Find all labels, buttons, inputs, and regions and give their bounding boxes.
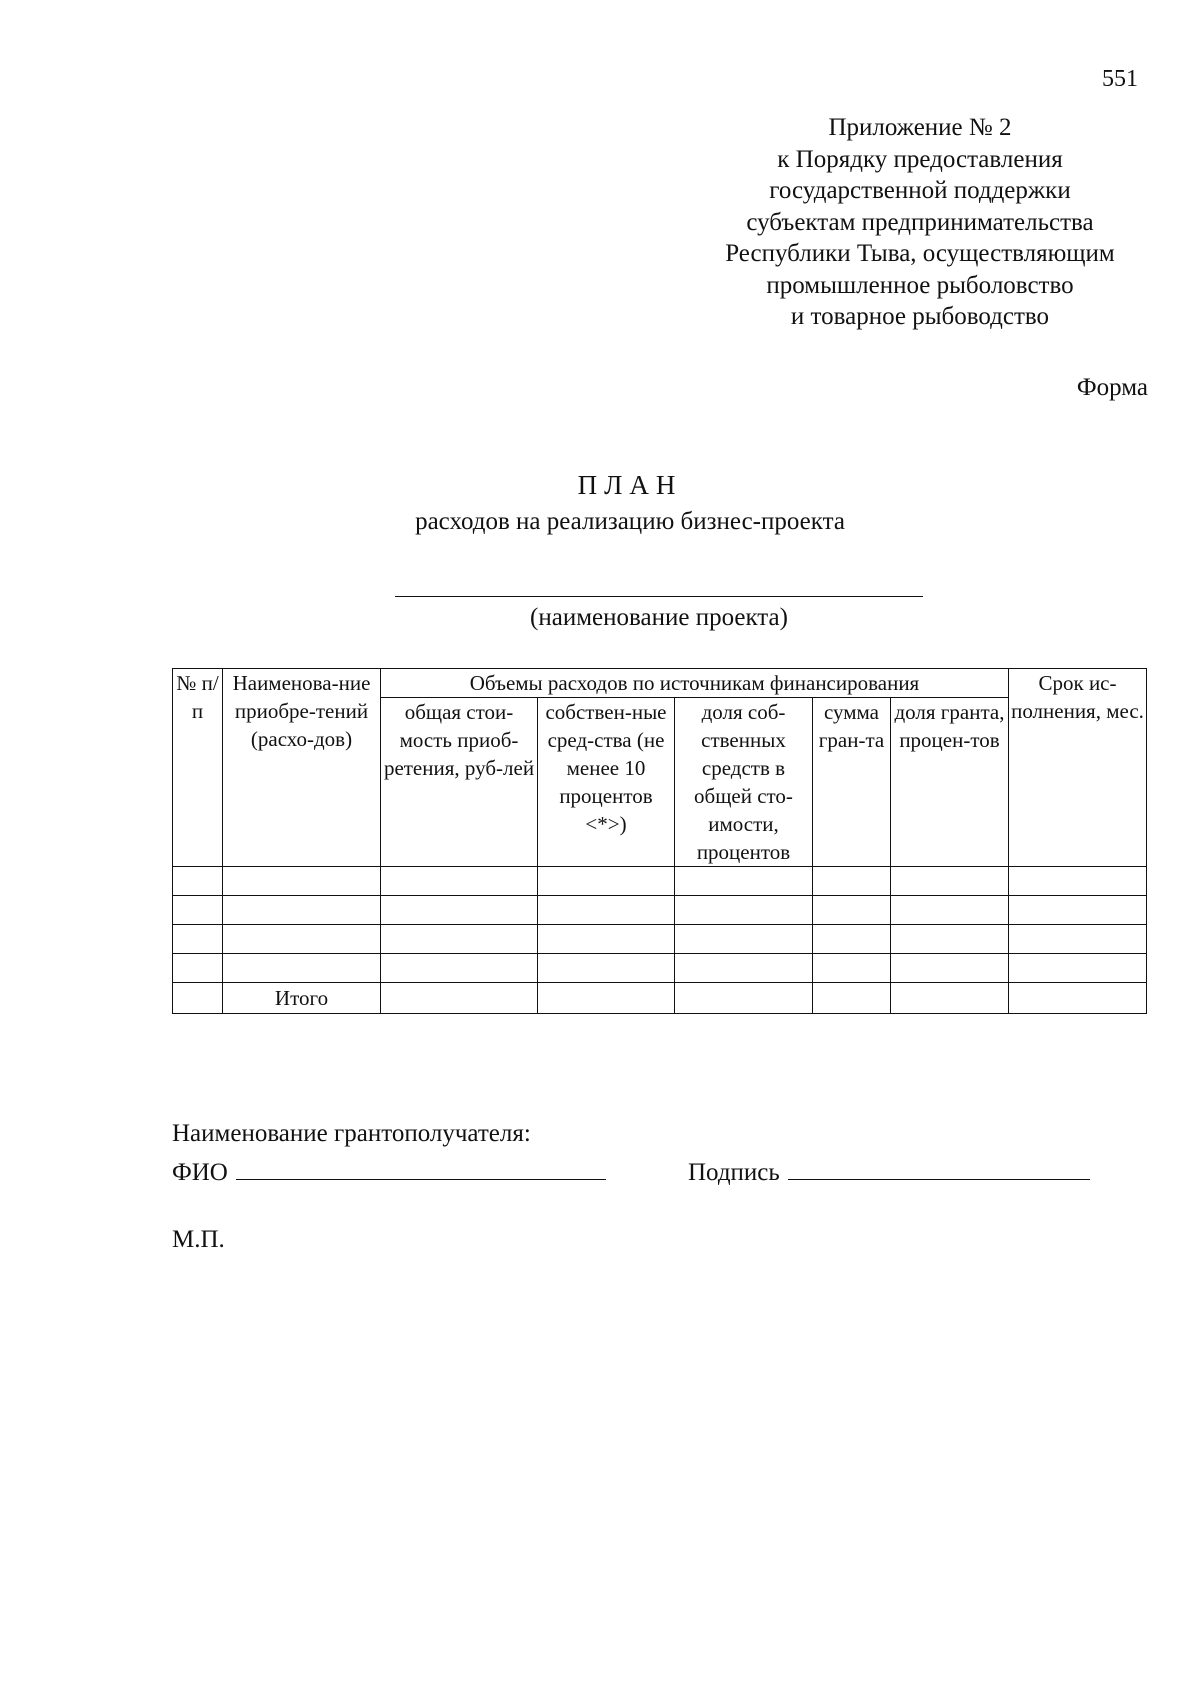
table-cell[interactable] (223, 954, 381, 983)
appendix-line: к Порядку предоставления (777, 145, 1063, 173)
table-cell[interactable] (538, 925, 675, 954)
table-cell[interactable] (538, 954, 675, 983)
fio-line (172, 1155, 606, 1187)
table-cell[interactable] (173, 983, 223, 1014)
table-cell[interactable] (381, 925, 538, 954)
header-total-cost: общая стои-мость приоб-ретения, руб-лей (381, 698, 538, 867)
appendix-line: Приложение № 2 (828, 114, 1012, 141)
header-volumes: Объемы расходов по источникам финансирования (381, 669, 1009, 698)
table-cell[interactable] (891, 896, 1009, 925)
table-row (173, 867, 1147, 896)
table-cell[interactable] (173, 896, 223, 925)
table-cell[interactable] (381, 983, 538, 1014)
table-cell[interactable] (538, 983, 675, 1014)
table-cell[interactable] (538, 867, 675, 896)
table-cell[interactable] (891, 867, 1009, 896)
table-cell[interactable] (1009, 896, 1147, 925)
table-cell[interactable] (381, 867, 538, 896)
table-row (173, 896, 1147, 925)
table-cell[interactable] (813, 925, 891, 954)
plan-subtitle: расходов на реализацию бизнес-проекта (415, 508, 845, 535)
total-label: Итого (223, 983, 381, 1014)
header-own-funds: собствен-ные сред-ства (не менее 10 процентов <*>) (538, 698, 675, 867)
appendix-line: Республики Тыва, осуществляющим (725, 240, 1115, 267)
appendix-line: государственной поддержки (769, 177, 1071, 204)
appendix-line: промышленное рыболовство (766, 271, 1074, 299)
grantee-label: Наименование грантополучателя: (172, 1120, 531, 1147)
table-cell[interactable] (1009, 954, 1147, 983)
fio-field[interactable] (236, 1155, 606, 1180)
header-grant-sum: сумма гран-та (813, 698, 891, 867)
budget-table (172, 668, 1147, 1014)
table-cell[interactable] (813, 954, 891, 983)
table-cell[interactable] (675, 954, 813, 983)
table-row (173, 954, 1147, 983)
table-cell[interactable] (675, 983, 813, 1014)
project-name-line[interactable] (395, 596, 923, 597)
appendix-line: и товарное рыбоводство (790, 303, 1050, 330)
table-row (173, 925, 1147, 954)
plan-title: ПЛАН (577, 470, 683, 500)
appendix-heading (690, 112, 1150, 333)
table-cell[interactable] (1009, 983, 1147, 1014)
header-deadline: Срок ис-полнения, мес. (1009, 669, 1147, 867)
header-grant-share: доля гранта, процен-тов (891, 698, 1009, 867)
appendix-line: субъектам предпринимательства (746, 208, 1094, 236)
table-cell[interactable] (675, 867, 813, 896)
signature-line (688, 1155, 1090, 1187)
signature-field[interactable] (788, 1155, 1090, 1180)
table-cell[interactable] (223, 867, 381, 896)
table-cell[interactable] (891, 983, 1009, 1014)
table-cell[interactable] (173, 954, 223, 983)
table-cell[interactable] (173, 867, 223, 896)
table-cell[interactable] (173, 925, 223, 954)
table-cell[interactable] (675, 896, 813, 925)
table-header-row (173, 669, 1147, 698)
table-cell[interactable] (891, 925, 1009, 954)
signature-label: Подпись (688, 1159, 780, 1186)
form-label: Форма (1076, 374, 1148, 401)
fio-label: ФИО (172, 1159, 228, 1186)
page-number: 551 (1102, 66, 1138, 92)
table-cell[interactable] (381, 896, 538, 925)
table-cell[interactable] (538, 896, 675, 925)
table-cell[interactable] (223, 925, 381, 954)
table-cell[interactable] (813, 983, 891, 1014)
seal-label: М.П. (172, 1226, 225, 1253)
table-cell[interactable] (1009, 867, 1147, 896)
table-cell[interactable] (223, 896, 381, 925)
table-total-row (173, 983, 1147, 1014)
table-cell[interactable] (381, 954, 538, 983)
project-name-caption: (наименование проекта) (530, 604, 788, 631)
header-number: № п/п (173, 669, 223, 867)
table-cell[interactable] (813, 896, 891, 925)
table-cell[interactable] (1009, 925, 1147, 954)
table-cell[interactable] (891, 954, 1009, 983)
table-cell[interactable] (813, 867, 891, 896)
table-cell[interactable] (675, 925, 813, 954)
header-own-share: доля соб-ственных средств в общей сто-имости, процентов (675, 698, 813, 867)
header-name: Наименова-ние приобре-тений (расхо-дов) (223, 669, 381, 867)
